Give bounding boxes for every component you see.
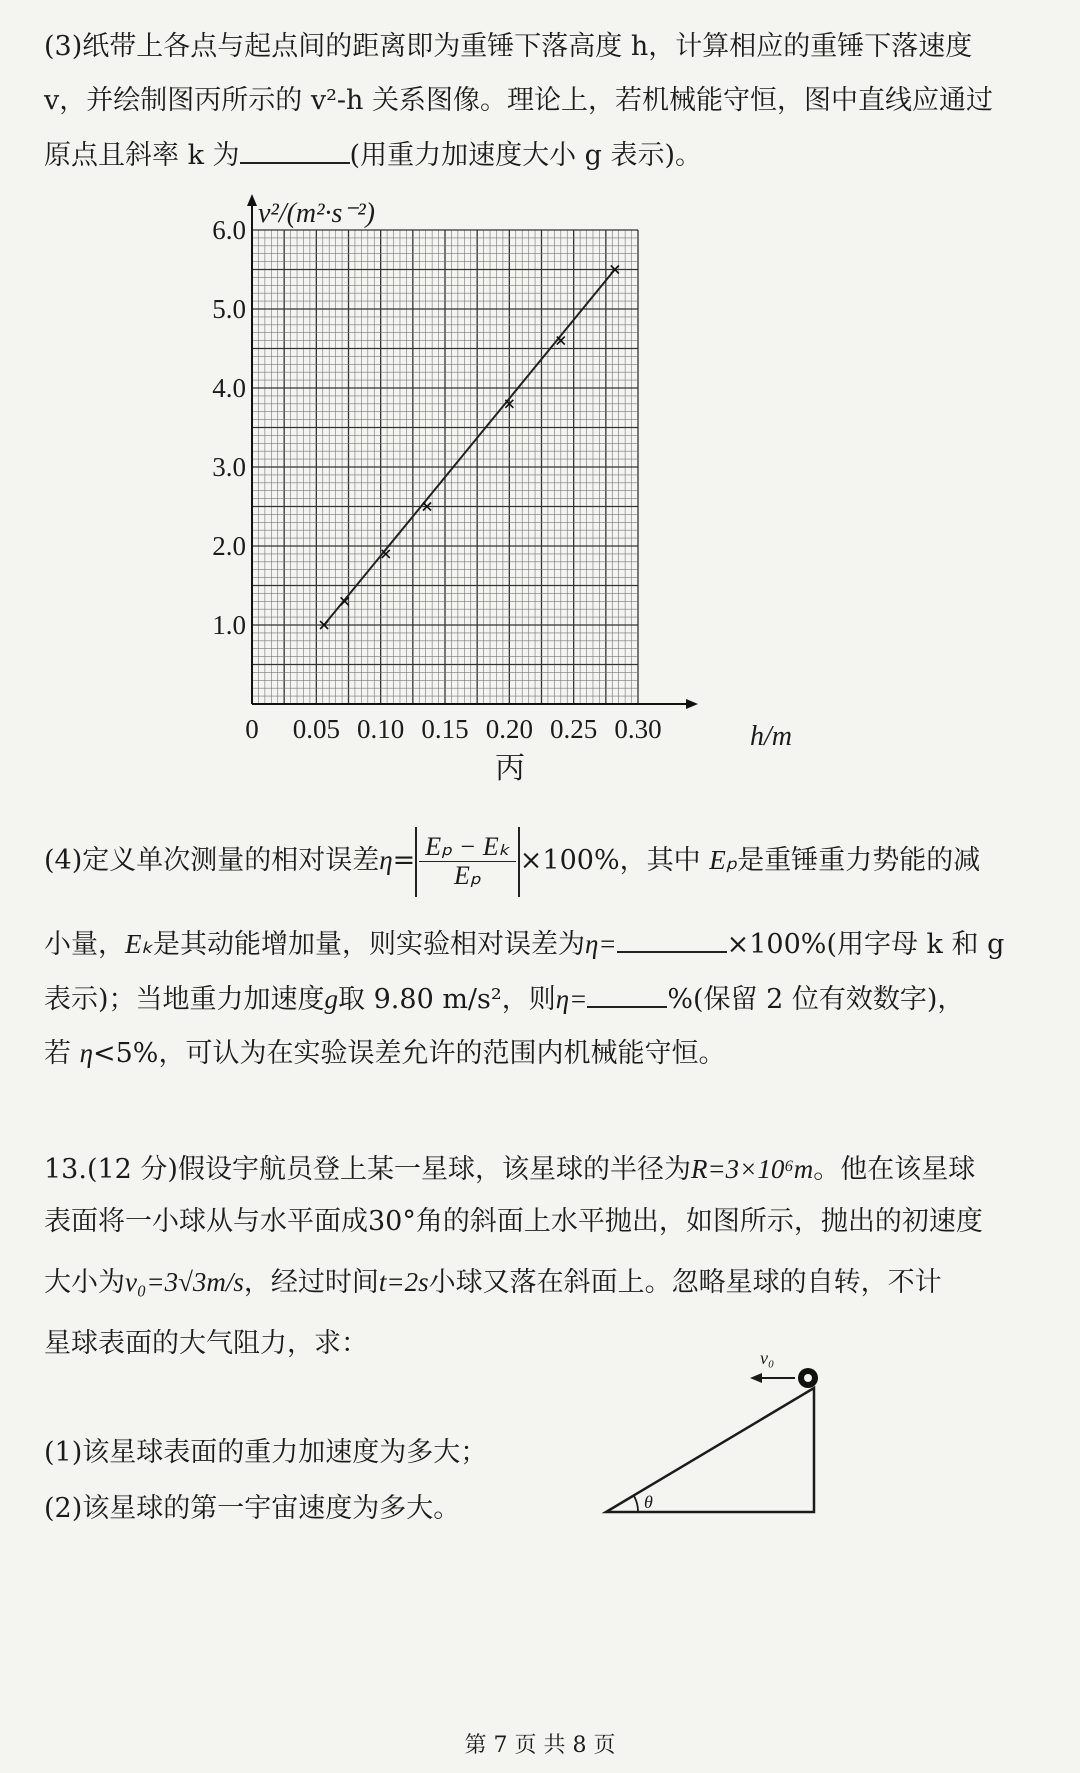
q13-sub2: (2)该星球的第一宇宙速度为多大。 bbox=[44, 1493, 461, 1524]
q3-line3-text-b: (用重力加速度大小 g 表示)。 bbox=[349, 140, 703, 171]
v0-label: v₀ bbox=[760, 1348, 775, 1368]
y-axis-label: v²/(m²·s⁻²) bbox=[258, 198, 375, 229]
incline-figure bbox=[590, 1340, 850, 1535]
ep-symbol: Eₚ bbox=[709, 845, 738, 875]
q4-line2-text-c: ×100%(用字母 k 和 g bbox=[726, 929, 1005, 960]
x-tick-label: 0.30 bbox=[614, 714, 662, 744]
q13-line1 bbox=[44, 1152, 975, 1187]
x-tick-label: 0.05 bbox=[292, 714, 340, 744]
theta-label: θ bbox=[644, 1492, 653, 1512]
eta-eq-1: η= bbox=[585, 929, 617, 959]
q13-line4: 星球表面的大气阻力，求： bbox=[44, 1328, 368, 1359]
x-axis-arrow bbox=[686, 699, 698, 709]
x-tick-label: 0 bbox=[245, 714, 259, 744]
q4-line1 bbox=[44, 815, 980, 905]
incline-triangle bbox=[606, 1388, 814, 1512]
q4-line1-text-b: ×100%，其中 bbox=[519, 845, 701, 876]
q13-sub1: (1)该星球表面的重力加速度为多大； bbox=[44, 1437, 488, 1468]
velocity-arrowhead bbox=[750, 1373, 762, 1383]
abs-bar-left bbox=[415, 827, 417, 897]
q4-line4-text-a: 若 bbox=[44, 1038, 71, 1069]
x-tick-label: 0.25 bbox=[550, 714, 598, 744]
ek-symbol: Eₖ bbox=[125, 929, 153, 959]
q4-line2 bbox=[44, 925, 1004, 962]
x-axis-label: h/m bbox=[750, 721, 792, 752]
x-tick-labels bbox=[245, 714, 661, 744]
x-tick-label: 0.10 bbox=[357, 714, 405, 744]
eta-symbol: η bbox=[379, 845, 393, 875]
y-tick-labels bbox=[212, 215, 246, 640]
v2-h-chart bbox=[212, 190, 800, 786]
q13-line3-text-a: 大小为 bbox=[44, 1267, 125, 1298]
q3-line2: v，并绘制图丙所示的 v²-h 关系图像。理论上，若机械能守恒，图中直线应通过 bbox=[44, 85, 994, 116]
eta-symbol-2: η bbox=[79, 1038, 93, 1068]
y-axis-arrow bbox=[247, 194, 257, 206]
answer-blank-eta-value[interactable] bbox=[587, 980, 667, 1008]
q13-line1-text-b: 。他在该星球 bbox=[813, 1154, 976, 1185]
q4-line3-text-b: 取 9.80 m/s²，则 bbox=[338, 984, 556, 1015]
y-tick-label: 3.0 bbox=[212, 452, 246, 482]
q3-line3-text-a: 原点且斜率 k 为 bbox=[44, 140, 240, 171]
q4-line4-text-b: <5%，可认为在实验误差允许的范围内机械能守恒。 bbox=[93, 1038, 726, 1069]
q4-line3-text-a: 表示)；当地重力加速度 bbox=[44, 984, 325, 1015]
y-tick-label: 1.0 bbox=[212, 610, 246, 640]
q4-line2-text-b: 是其动能增加量，则实验相对误差为 bbox=[153, 929, 585, 960]
q3-line1: (3)纸带上各点与起点间的距离即为重锤下落高度 h，计算相应的重锤下落速度 bbox=[44, 31, 973, 62]
y-tick-label: 2.0 bbox=[212, 531, 246, 561]
q13-line3-text-c: 小球又落在斜面上。忽略星球的自转，不计 bbox=[428, 1267, 942, 1298]
y-tick-label: 5.0 bbox=[212, 294, 246, 324]
answer-blank-k[interactable] bbox=[240, 136, 350, 164]
answer-blank-eta-expr[interactable] bbox=[617, 925, 727, 953]
y-tick-label: 6.0 bbox=[212, 215, 246, 245]
chart-caption: 丙 bbox=[495, 751, 525, 786]
eta-eq-2: η= bbox=[555, 984, 588, 1014]
q13-line3 bbox=[44, 1265, 942, 1300]
x-tick-label: 0.20 bbox=[485, 714, 533, 744]
ball-highlight bbox=[804, 1374, 812, 1382]
theta-arc bbox=[634, 1496, 638, 1512]
page-footer: 第 7 页 共 8 页 bbox=[464, 1733, 616, 1758]
x-tick-label: 0.15 bbox=[421, 714, 469, 744]
q13-line2: 表面将一小球从与水平面成30°角的斜面上水平抛出，如图所示，抛出的初速度 bbox=[44, 1206, 983, 1237]
q3-line3 bbox=[44, 136, 702, 173]
error-fraction bbox=[419, 833, 516, 890]
equals-sign: = bbox=[392, 845, 416, 876]
v0-expr: v₀=3√3m/s bbox=[125, 1267, 244, 1297]
chart-grid bbox=[252, 230, 638, 704]
fraction-numerator: Eₚ − Eₖ bbox=[419, 833, 516, 862]
q4-line4 bbox=[44, 1036, 725, 1071]
q4-line3 bbox=[44, 980, 964, 1017]
radius-expr: R=3×10⁶m bbox=[690, 1154, 814, 1184]
q13-line1-text-a: 13.(12 分)假设宇航员登上某一星球，该星球的半径为 bbox=[44, 1154, 691, 1185]
time-expr: t=2s bbox=[378, 1267, 429, 1297]
q4-line1-text-a: (4)定义单次测量的相对误差 bbox=[44, 845, 380, 876]
fraction-denominator: Eₚ bbox=[454, 861, 482, 890]
q4-line1-text-c: 是重锤重力势能的减 bbox=[737, 845, 981, 876]
y-tick-label: 4.0 bbox=[212, 373, 246, 403]
q4-line3-text-c: %(保留 2 位有效数字)， bbox=[667, 984, 965, 1015]
q4-line2-text-a: 小量， bbox=[44, 929, 125, 960]
g-symbol: g bbox=[324, 984, 339, 1014]
q13-line3-text-b: ，经过时间 bbox=[243, 1267, 379, 1298]
